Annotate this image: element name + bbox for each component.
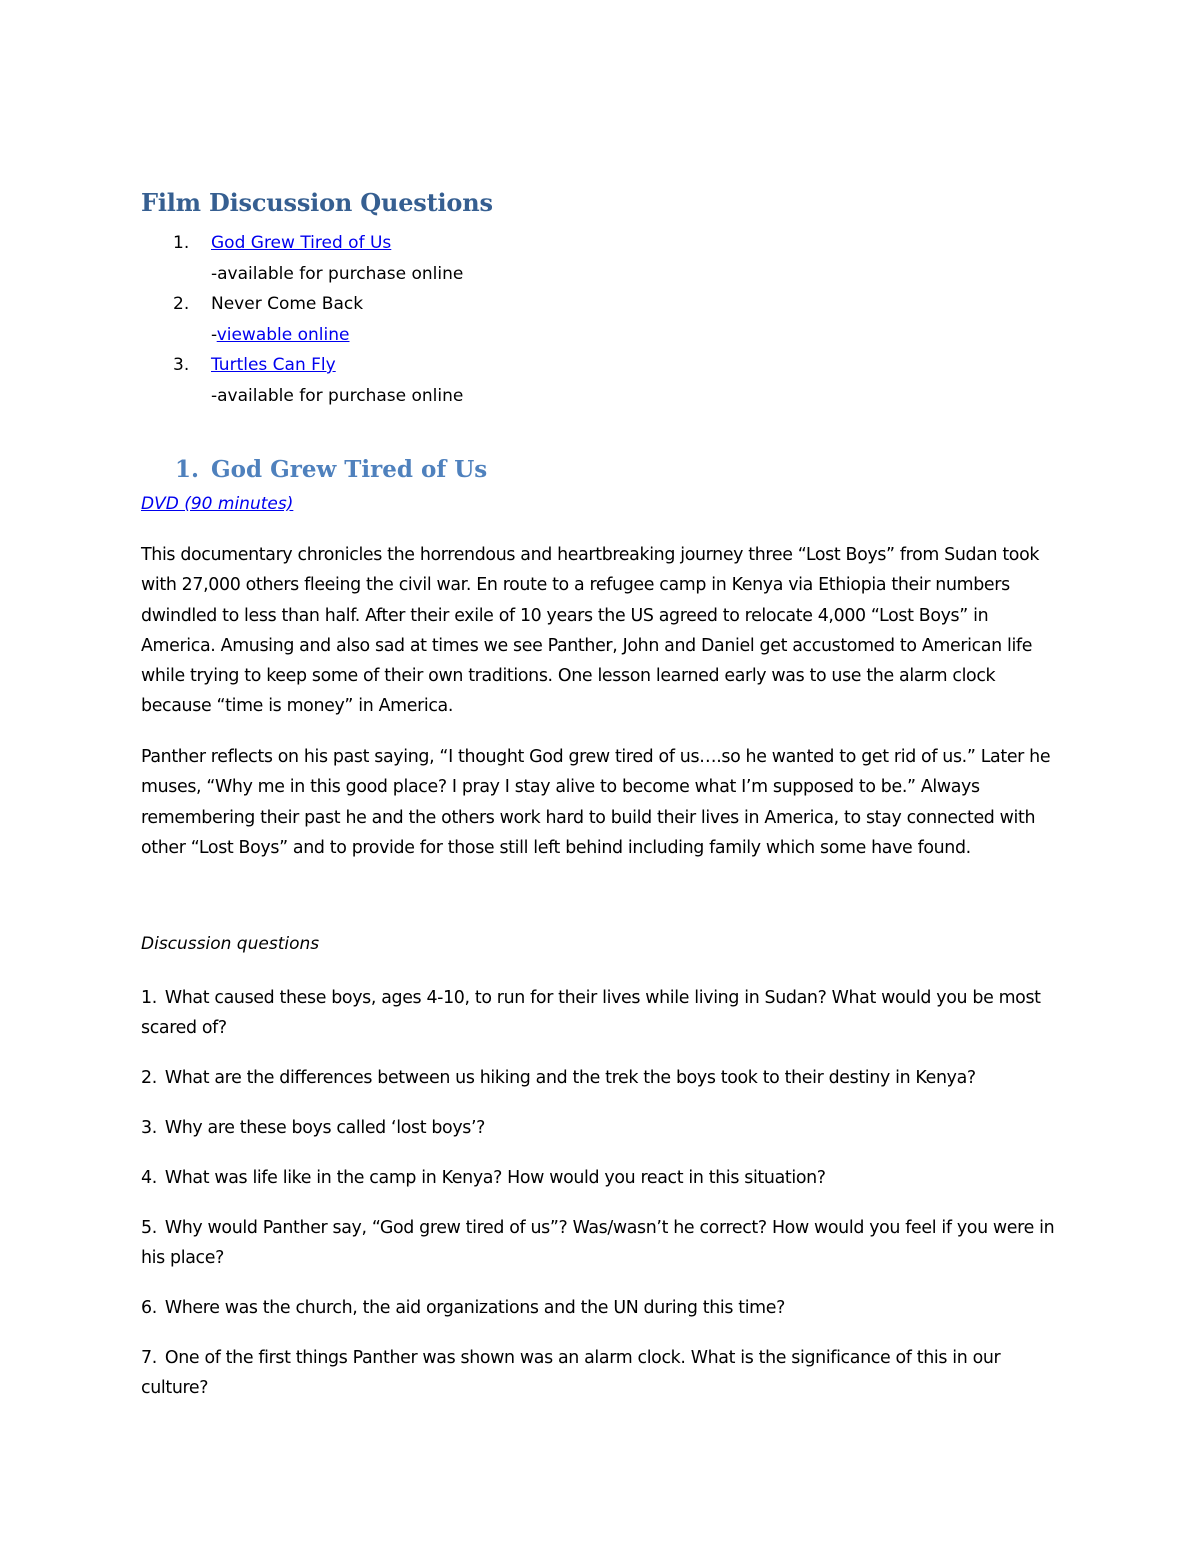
film-note: [141, 259, 1041, 290]
question-text: What are the differences between us hiking and the trek the boys took to their destiny in Kenya?: [164, 1068, 976, 1088]
synopsis-paragraph: Panther reflects on his past saying, “I thought God grew tired of us….so he wanted to get rid of us.” Later he muses, “Why me in this good place? I pray I stay alive to become what I’m supposed to be.” Always remembering their past he and the others work hard to build their lives in America, to stay connected with other “Lost Boys” and to provide for those still left behind including family which some have found.: [141, 747, 1051, 858]
question-text: What was life like in the camp in Kenya? How would you react in this situation?: [164, 1168, 826, 1188]
question-number: 7.: [141, 1348, 157, 1368]
question-item: [141, 983, 1061, 1044]
dvd-link[interactable]: DVD (90 minutes): [141, 494, 294, 514]
film-link-god-grew-tired[interactable]: God Grew Tired of Us: [211, 233, 392, 253]
discussion-heading: Discussion questions: [141, 934, 320, 954]
question-number: 1.: [141, 988, 157, 1008]
question-text: One of the first things Panther was shown was an alarm clock. What is the significance of this in our culture?: [141, 1348, 1001, 1399]
question-item: [141, 1063, 1061, 1093]
question-item: [141, 1113, 1061, 1143]
question-number: 5.: [141, 1218, 157, 1238]
note-prefix: -: [211, 324, 217, 345]
question-text: Where was the church, the aid organizations and the UN during this time?: [164, 1298, 786, 1318]
film-link-turtles-can-fly[interactable]: Turtles Can Fly: [211, 355, 336, 375]
synopsis-paragraph: This documentary chronicles the horrendous and heartbreaking journey three “Lost Boys” from Sudan took with 27,000 others fleeing the civil war. En route to a refugee camp in Kenya via Ethiopia their numbers dwindled to less than half. After their exile of 10 years the US agreed to relocate 4,000 “Lost Boys” in America. Amusing and also sad at times we see Panther, John and Daniel get accustomed to American life while trying to keep some of their own traditions. One lesson learned early was to use the alarm clock because “time is money” in America.: [141, 545, 1040, 717]
film-note: [141, 381, 1041, 412]
film-note: [141, 320, 1041, 351]
film-availability: [211, 320, 349, 351]
page-title: Film Discussion Questions: [141, 188, 493, 217]
film-number: 3.: [173, 355, 190, 375]
film-title-never-come-back: Never Come Back: [211, 294, 364, 314]
film-number: 2.: [173, 294, 190, 314]
film-number: 1.: [173, 233, 190, 253]
question-number: 2.: [141, 1068, 157, 1088]
question-item: [141, 1163, 1061, 1193]
film-list-item: [141, 228, 1041, 259]
question-number: 4.: [141, 1168, 157, 1188]
film-availability: -available for purchase online: [211, 263, 464, 284]
viewable-online-link[interactable]: viewable online: [216, 324, 350, 345]
film-list: [141, 228, 1041, 411]
question-number: 6.: [141, 1298, 157, 1318]
section-heading: [175, 456, 487, 483]
section-number: 1.: [175, 456, 200, 483]
question-number: 3.: [141, 1118, 157, 1138]
film-list-item: [141, 350, 1041, 381]
question-text: Why would Panther say, “God grew tired of us”? Was/wasn’t he correct? How would you feel if you were in his place?: [141, 1218, 1055, 1269]
section-title: God Grew Tired of Us: [211, 456, 488, 483]
question-item: [141, 1293, 1061, 1323]
film-list-item: [141, 289, 1041, 320]
question-item: [141, 1213, 1061, 1274]
question-text: What caused these boys, ages 4-10, to run for their lives while living in Sudan? What would you be most scared of?: [141, 988, 1041, 1039]
question-text: Why are these boys called ‘lost boys’?: [164, 1118, 486, 1138]
question-item: [141, 1343, 1061, 1404]
film-availability: -available for purchase online: [211, 385, 464, 406]
